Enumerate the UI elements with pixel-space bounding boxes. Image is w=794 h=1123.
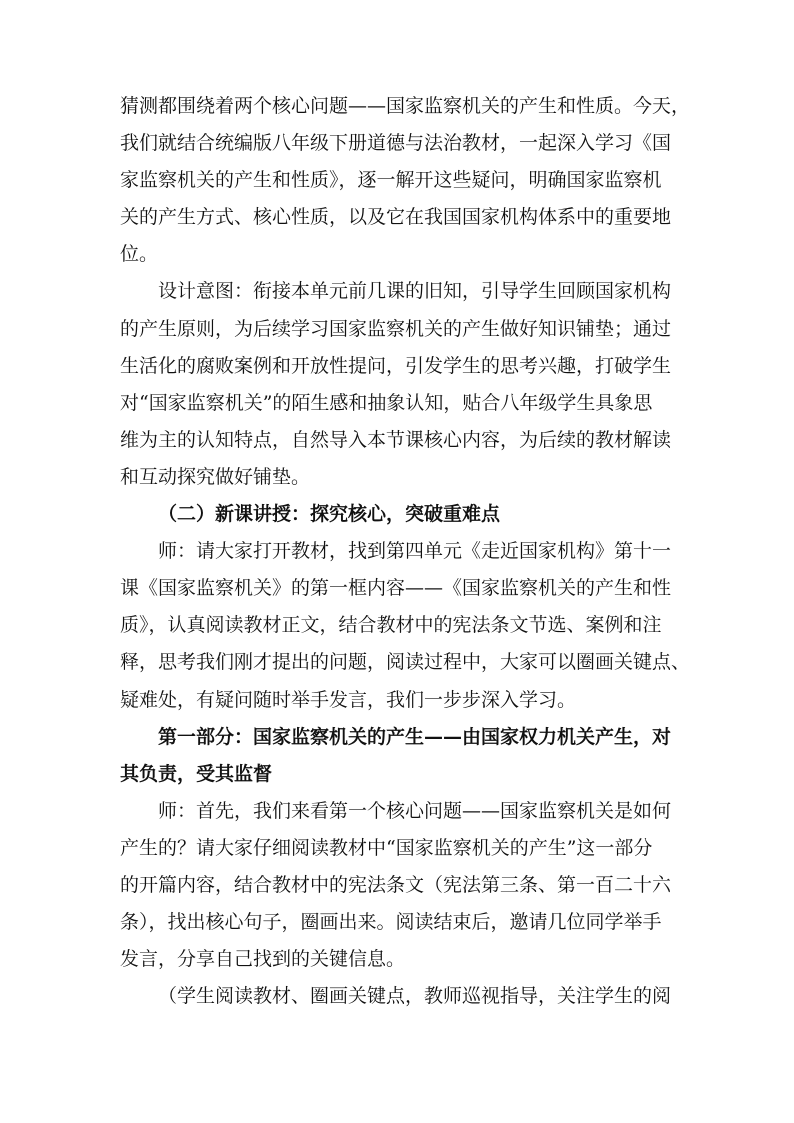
text-line: 维为主的认知特点，自然导入本节课核心内容，为后续的教材解读 — [120, 428, 672, 451]
text-line: 释，思考我们刚才提出的问题，阅读过程中，大家可以圈画关键点、 — [120, 651, 691, 674]
text-line: （学生阅读教材、圈画关键点，教师巡视指导，关注学生的阅 — [158, 985, 672, 1008]
text-line: 位。 — [120, 243, 159, 266]
text-line: 发言，分享自己找到的关键信息。 — [120, 948, 406, 971]
text-line: 生活化的腐败案例和开放性提问，引发学生的思考兴趣，打破学生 — [120, 354, 672, 377]
heading-line: （二）新课讲授：探究核心，突破重难点 — [158, 503, 501, 526]
text-line: 设计意图：衔接本单元前几课的旧知，引导学生回顾国家机构 — [158, 280, 672, 303]
text-line: 质》，认真阅读教材正文，结合教材中的宪法条文节选、案例和注 — [120, 614, 662, 637]
text-line: 的开篇内容，结合教材中的宪法条文（宪法第三条、第一百二十六 — [120, 873, 672, 896]
text-line: 师：首先，我们来看第一个核心问题——国家监察机关是如何 — [158, 799, 672, 822]
text-line: 我们就结合统编版八年级下册道德与法治教材，一起深入学习《国 — [120, 132, 672, 155]
text-line: 对“国家监察机关”的陌生感和抽象认知，贴合八年级学生具象思 — [120, 391, 653, 414]
text-line: 和互动探究做好铺垫。 — [120, 465, 311, 488]
text-line: 课《国家监察机关》的第一框内容——《国家监察机关的产生和性 — [120, 577, 672, 600]
text-line: 猜测都围绕着两个核心问题——国家监察机关的产生和性质。今天， — [120, 95, 691, 117]
text-line: 关的产生方式、核心性质，以及它在我国国家机构体系中的重要地 — [120, 206, 672, 229]
text-line: 产生的？请大家仔细阅读教材中“国家监察机关的产生”这一部分 — [120, 836, 653, 859]
text-line: 家监察机关的产生和性质》，逐一解开这些疑问，明确国家监察机 — [120, 169, 662, 192]
heading-line: 其负责，受其监督 — [120, 762, 273, 785]
document-body — [120, 88, 691, 1015]
text-line: 师：请大家打开教材，找到第四单元《走近国家机构》第十一 — [158, 540, 672, 563]
text-line: 的产生原则，为后续学习国家监察机关的产生做好知识铺垫；通过 — [120, 317, 672, 340]
text-line: 条），找出核心句子，圈画出来。阅读结束后，邀请几位同学举手 — [120, 911, 662, 934]
text-line: 疑难处，有疑问随时举手发言，我们一步步深入学习。 — [120, 688, 577, 711]
heading-line: 第一部分：国家监察机关的产生——由国家权力机关产生，对 — [158, 725, 672, 748]
